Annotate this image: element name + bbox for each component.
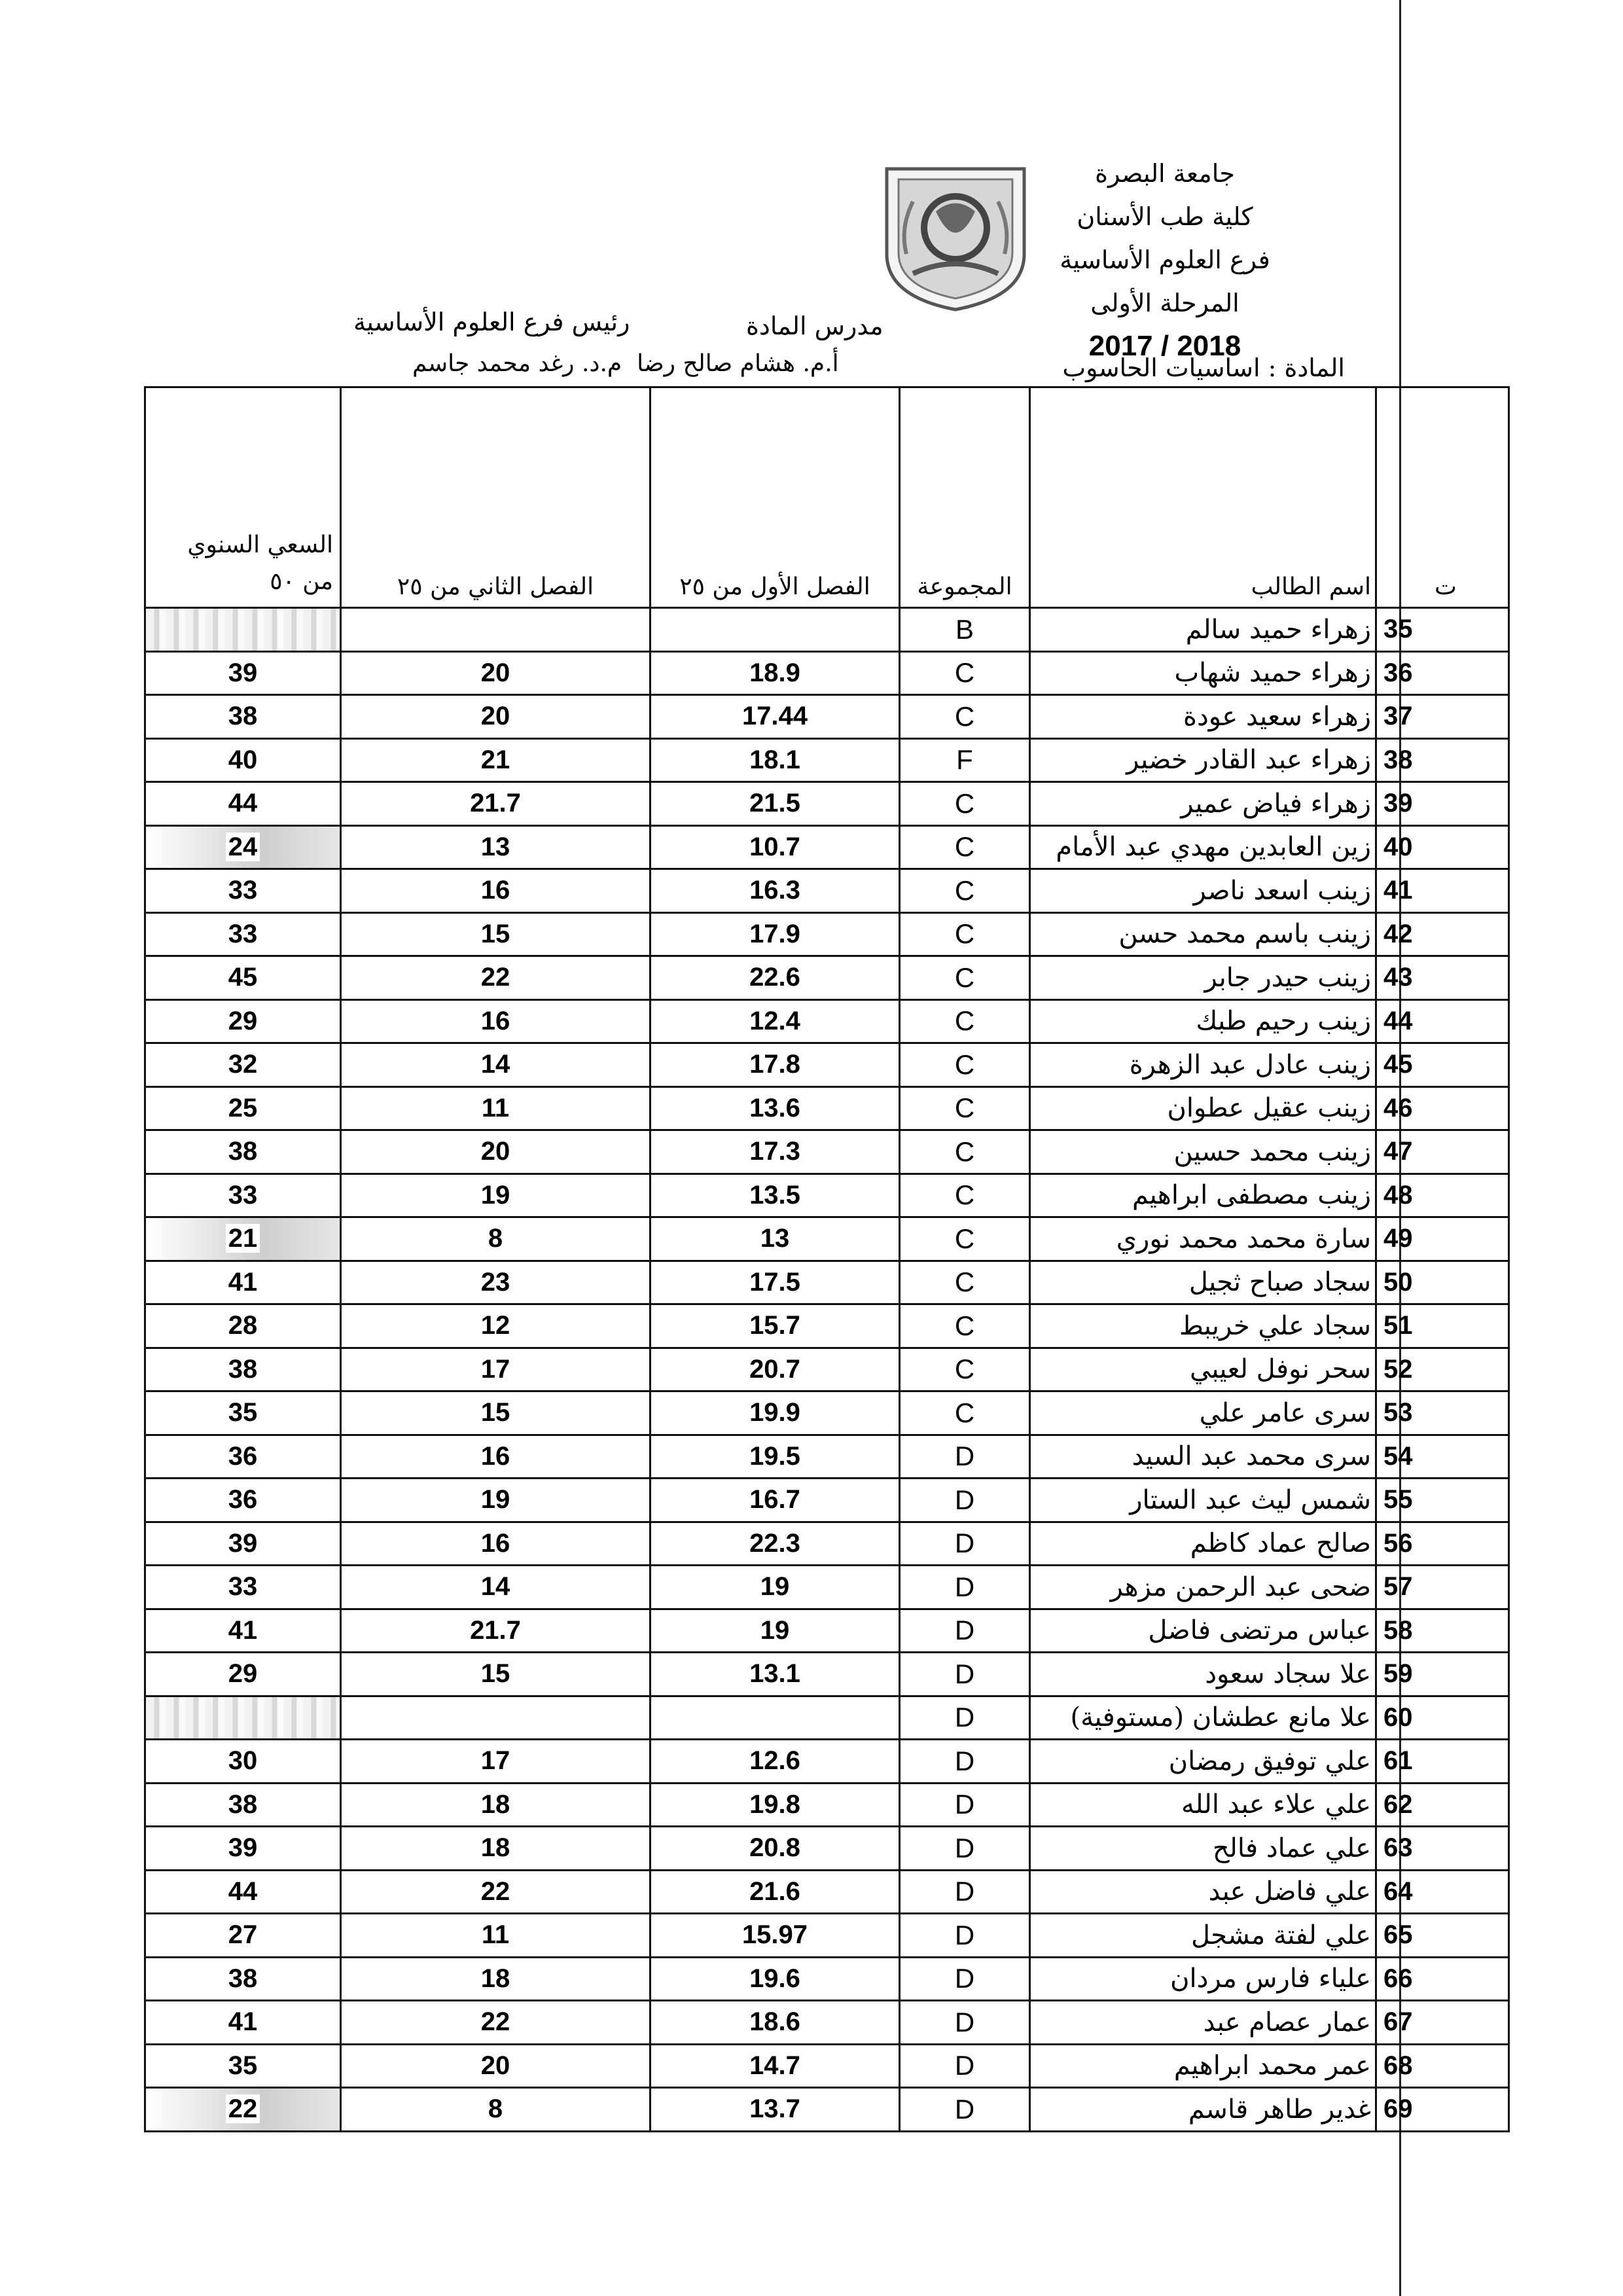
cell-student-name: ضحى عبد الرحمن مزهر [1030,1566,1376,1609]
cell-seq: 64 [1376,1870,1509,1914]
cell-yearly: 25 [145,1086,341,1130]
cell-student-name: علي توفيق رمضان [1030,1740,1376,1784]
table-row [145,2001,1509,2045]
cell-student-name: زين العابدين مهدي عبد الأمام [1030,825,1376,869]
university-name: جامعة البصرة [1095,159,1235,188]
cell-semester2: 17 [341,1740,651,1784]
cell-yearly [145,608,341,652]
cell-group: C [900,695,1030,739]
cell-semester1: 16.7 [651,1479,900,1522]
table-row [145,1479,1509,1522]
cell-semester2: 21.7 [341,1609,651,1653]
cell-seq: 47 [1376,1130,1509,1174]
table-row [145,1130,1509,1174]
cell-seq: 67 [1376,2001,1509,2045]
cell-semester1: 21.5 [651,782,900,826]
cell-group: D [900,1609,1030,1653]
cell-semester2: 16 [341,999,651,1043]
cell-yearly: 38 [145,695,341,739]
cell-yearly: 39 [145,651,341,695]
cell-group: F [900,738,1030,782]
teacher-name: أ.م. هشام صالح رضا [637,350,839,377]
cell-student-name: زينب باسم محمد حسن [1030,912,1376,956]
cell-student-name: علي علاء عبد الله [1030,1783,1376,1827]
cell-semester1 [651,608,900,652]
cell-semester2: 22 [341,1870,651,1914]
cell-student-name: سارة محمد محمد نوري [1030,1217,1376,1261]
cell-yearly-value: 21 [226,1224,260,1253]
cell-yearly: 32 [145,1043,341,1087]
cell-semester2 [341,1696,651,1740]
table-body [145,608,1509,2132]
cell-group: C [900,1304,1030,1348]
cell-group: C [900,1174,1030,1217]
cell-yearly: 44 [145,1870,341,1914]
cell-group: D [900,1783,1030,1827]
cell-seq: 51 [1376,1304,1509,1348]
cell-seq: 49 [1376,1217,1509,1261]
cell-seq: 56 [1376,1522,1509,1566]
cell-seq: 69 [1376,2088,1509,2132]
table-row [145,2044,1509,2088]
cell-seq: 43 [1376,956,1509,1000]
cell-seq: 62 [1376,1783,1509,1827]
cell-yearly: 40 [145,738,341,782]
cell-semester1: 19.5 [651,1435,900,1479]
cell-semester2: 15 [341,912,651,956]
cell-seq: 60 [1376,1696,1509,1740]
cell-semester1 [651,1696,900,1740]
branch-name: فرع العلوم الأساسية [1060,245,1270,274]
cell-yearly: 28 [145,1304,341,1348]
cell-semester2: 18 [341,1827,651,1871]
cell-semester2: 16 [341,869,651,913]
table-row [145,1261,1509,1304]
table-row [145,1391,1509,1435]
cell-student-name: زهراء سعيد عودة [1030,695,1376,739]
cell-yearly: 35 [145,2044,341,2088]
cell-group: C [900,869,1030,913]
cell-semester2: 15 [341,1653,651,1696]
cell-seq: 54 [1376,1435,1509,1479]
cell-group: C [900,1391,1030,1435]
cell-group: C [900,1217,1030,1261]
cell-semester1: 18.6 [651,2001,900,2045]
teacher-title: مدرس المادة [746,312,883,340]
cell-yearly: 29 [145,1653,341,1696]
cell-semester1: 19.9 [651,1391,900,1435]
cell-semester2: 23 [341,1261,651,1304]
cell-yearly: 30 [145,1740,341,1784]
cell-student-name: زينب مصطفى ابراهيم [1030,1174,1376,1217]
cell-seq: 36 [1376,651,1509,695]
cell-yearly: 44 [145,782,341,826]
cell-semester2: 15 [341,1391,651,1435]
cell-group: C [900,912,1030,956]
column-header-semester2: الفصل الثاني من ٢٥ [341,387,651,608]
table-row [145,1043,1509,1087]
cell-semester2: 22 [341,956,651,1000]
cell-seq: 46 [1376,1086,1509,1130]
academic-year: 2017 / 2018 [1088,330,1241,362]
cell-seq: 58 [1376,1609,1509,1653]
cell-semester2: 20 [341,651,651,695]
cell-yearly [145,825,341,869]
column-header-yearly-line1: السعي السنوي [187,531,333,558]
cell-semester1: 13 [651,1217,900,1261]
cell-student-name: زينب عادل عبد الزهرة [1030,1043,1376,1087]
table-row [145,1304,1509,1348]
cell-yearly: 38 [145,1130,341,1174]
cell-student-name: علي فاضل عبد [1030,1870,1376,1914]
cell-semester1: 17.44 [651,695,900,739]
cell-semester2: 8 [341,1217,651,1261]
cell-group: D [900,1479,1030,1522]
cell-seq: 35 [1376,608,1509,652]
cell-semester1: 17.8 [651,1043,900,1087]
table-row [145,1783,1509,1827]
table-row [145,782,1509,826]
cell-student-name: زينب اسعد ناصر [1030,869,1376,913]
cell-student-name: شمس ليث عبد الستار [1030,1479,1376,1522]
cell-semester2 [341,608,651,652]
cell-semester2: 20 [341,2044,651,2088]
cell-student-name: عمار عصام عبد [1030,2001,1376,2045]
cell-semester1: 22.6 [651,956,900,1000]
cell-semester2: 14 [341,1043,651,1087]
cell-yearly: 29 [145,999,341,1043]
cell-group: D [900,1827,1030,1871]
cell-semester2: 16 [341,1435,651,1479]
cell-seq: 37 [1376,695,1509,739]
table-row [145,869,1509,913]
cell-student-name: سحر نوفل لعيبي [1030,1348,1376,1391]
cell-group: C [900,1348,1030,1391]
cell-student-name: زهراء عبد القادر خضير [1030,738,1376,782]
cell-semester2: 19 [341,1174,651,1217]
cell-seq: 55 [1376,1479,1509,1522]
cell-student-name: عباس مرتضى فاضل [1030,1609,1376,1653]
cell-semester1: 18.1 [651,738,900,782]
cell-group: C [900,1043,1030,1087]
cell-semester2: 21.7 [341,782,651,826]
cell-student-name: غدير طاهر قاسم [1030,2088,1376,2132]
cell-group: D [900,1522,1030,1566]
table-row [145,1696,1509,1740]
table-row [145,651,1509,695]
cell-semester1: 19.8 [651,1783,900,1827]
cell-yearly: 41 [145,2001,341,2045]
cell-group: C [900,782,1030,826]
cell-semester1: 19 [651,1566,900,1609]
cell-seq: 66 [1376,1957,1509,2001]
table-row [145,1827,1509,1871]
cell-semester1: 15.97 [651,1914,900,1958]
cell-seq: 65 [1376,1914,1509,1958]
cell-semester1: 14.7 [651,2044,900,2088]
cell-seq: 61 [1376,1740,1509,1784]
cell-yearly-value: 22 [226,2094,260,2123]
cell-student-name: زينب رحيم طبك [1030,999,1376,1043]
cell-seq: 63 [1376,1827,1509,1871]
cell-seq: 53 [1376,1391,1509,1435]
cell-semester1: 17.3 [651,1130,900,1174]
cell-semester1: 22.3 [651,1522,900,1566]
cell-semester1: 12.6 [651,1740,900,1784]
table-row [145,1653,1509,1696]
cell-group: C [900,1261,1030,1304]
table-row [145,738,1509,782]
cell-seq: 45 [1376,1043,1509,1087]
table-row [145,999,1509,1043]
cell-yearly: 36 [145,1435,341,1479]
institution-header [1014,152,1315,368]
cell-semester1: 16.3 [651,869,900,913]
cell-seq: 38 [1376,738,1509,782]
column-header-group: المجموعة [900,387,1030,608]
cell-semester2: 18 [341,1783,651,1827]
cell-semester2: 18 [341,1957,651,2001]
cell-seq: 59 [1376,1653,1509,1696]
cell-yearly: 45 [145,956,341,1000]
cell-group: D [900,1870,1030,1914]
cell-group: C [900,825,1030,869]
table-row [145,1566,1509,1609]
cell-seq: 57 [1376,1566,1509,1609]
cell-student-name: علي عماد فالح [1030,1827,1376,1871]
cell-semester1: 19 [651,1609,900,1653]
grades-table [144,386,1510,2132]
table-row [145,608,1509,652]
cell-yearly: 39 [145,1827,341,1871]
cell-student-name: سرى عامر علي [1030,1391,1376,1435]
table-row [145,1609,1509,1653]
table-row [145,2088,1509,2132]
cell-seq: 52 [1376,1348,1509,1391]
cell-yearly: 41 [145,1609,341,1653]
cell-group: D [900,2044,1030,2088]
cell-group: D [900,1914,1030,1958]
cell-semester1: 13.7 [651,2088,900,2132]
cell-seq: 50 [1376,1261,1509,1304]
cell-student-name: صالح عماد كاظم [1030,1522,1376,1566]
table-row [145,825,1509,869]
cell-semester1: 12.4 [651,999,900,1043]
cell-yearly: 33 [145,1566,341,1609]
cell-yearly: 38 [145,1783,341,1827]
cell-group: D [900,1696,1030,1740]
table-row [145,1348,1509,1391]
cell-student-name: علياء فارس مردان [1030,1957,1376,2001]
cell-group: C [900,999,1030,1043]
cell-semester1: 13.1 [651,1653,900,1696]
cell-group: D [900,2001,1030,2045]
cell-group: C [900,1086,1030,1130]
cell-seq: 42 [1376,912,1509,956]
cell-semester1: 10.7 [651,825,900,869]
table-header-row [145,387,1509,608]
cell-group: D [900,1740,1030,1784]
cell-semester1: 17.5 [651,1261,900,1304]
cell-yearly [145,1696,341,1740]
signature-names [412,350,839,377]
cell-student-name: عمر محمد ابراهيم [1030,2044,1376,2088]
cell-semester2: 22 [341,2001,651,2045]
cell-semester2: 20 [341,695,651,739]
cell-semester2: 13 [341,825,651,869]
cell-student-name: سجاد صباح ثجيل [1030,1261,1376,1304]
department-head-name: م.د. رغد محمد جاسم [412,350,622,377]
cell-yearly: 36 [145,1479,341,1522]
column-header-seq: ت [1376,387,1509,608]
cell-yearly: 27 [145,1914,341,1958]
cell-semester2: 19 [341,1479,651,1522]
cell-semester1: 13.5 [651,1174,900,1217]
cell-group: D [900,1957,1030,2001]
cell-semester2: 20 [341,1130,651,1174]
cell-semester2: 14 [341,1566,651,1609]
cell-seq: 48 [1376,1174,1509,1217]
cell-semester1: 21.6 [651,1870,900,1914]
cell-yearly-value: 24 [226,833,260,861]
cell-semester2: 12 [341,1304,651,1348]
cell-seq: 41 [1376,869,1509,913]
table-row [145,1740,1509,1784]
cell-semester1: 20.7 [651,1348,900,1391]
table-row [145,1435,1509,1479]
cell-semester2: 11 [341,1086,651,1130]
department-head-title: رئيس فرع العلوم الأساسية [353,308,630,336]
cell-semester1: 13.6 [651,1086,900,1130]
cell-student-name: زهراء حميد شهاب [1030,651,1376,695]
cell-semester2: 17 [341,1348,651,1391]
cell-seq: 39 [1376,782,1509,826]
cell-group: C [900,956,1030,1000]
stage-name: المرحلة الأولى [1090,289,1240,317]
cell-semester1: 18.9 [651,651,900,695]
cell-student-name: علا سجاد سعود [1030,1653,1376,1696]
cell-group: B [900,608,1030,652]
cell-yearly: 35 [145,1391,341,1435]
cell-semester2: 21 [341,738,651,782]
table-row [145,1957,1509,2001]
table-row [145,1086,1509,1130]
cell-yearly: 33 [145,869,341,913]
cell-semester1: 15.7 [651,1304,900,1348]
university-logo-icon [874,156,1037,313]
cell-group: D [900,2088,1030,2132]
cell-group: C [900,1130,1030,1174]
column-header-yearly-line2: من ٥٠ [270,568,333,595]
cell-student-name: زينب حيدر جابر [1030,956,1376,1000]
cell-yearly: 33 [145,1174,341,1217]
column-header-yearly [145,387,341,608]
cell-yearly [145,2088,341,2132]
cell-student-name: علا مانع عطشان (مستوفية) [1030,1696,1376,1740]
table-row [145,695,1509,739]
table-row [145,1914,1509,1958]
cell-group: D [900,1566,1030,1609]
cell-student-name: سرى محمد عبد السيد [1030,1435,1376,1479]
cell-yearly: 38 [145,1348,341,1391]
table-row [145,912,1509,956]
cell-yearly [145,1217,341,1261]
table-row [145,956,1509,1000]
column-header-semester1: الفصل الأول من ٢٥ [651,387,900,608]
column-header-name: اسم الطالب [1030,387,1376,608]
cell-semester2: 11 [341,1914,651,1958]
cell-semester2: 8 [341,2088,651,2132]
cell-student-name: زينب عقيل عطوان [1030,1086,1376,1130]
cell-semester2: 16 [341,1522,651,1566]
cell-semester1: 20.8 [651,1827,900,1871]
cell-group: C [900,651,1030,695]
table-row [145,1174,1509,1217]
cell-seq: 44 [1376,999,1509,1043]
cell-student-name: زهراء فياض عمير [1030,782,1376,826]
table-row [145,1217,1509,1261]
cell-yearly: 38 [145,1957,341,2001]
cell-seq: 40 [1376,825,1509,869]
cell-semester1: 17.9 [651,912,900,956]
cell-student-name: سجاد علي خريبط [1030,1304,1376,1348]
college-name: كلية طب الأسنان [1077,202,1253,231]
cell-yearly: 39 [145,1522,341,1566]
cell-seq: 68 [1376,2044,1509,2088]
cell-student-name: زهراء حميد سالم [1030,608,1376,652]
cell-semester1: 19.6 [651,1957,900,2001]
table-row [145,1870,1509,1914]
table-row [145,1522,1509,1566]
cell-yearly: 33 [145,912,341,956]
cell-group: D [900,1435,1030,1479]
cell-student-name: علي لفتة مشجل [1030,1914,1376,1958]
cell-group: D [900,1653,1030,1696]
cell-yearly: 41 [145,1261,341,1304]
cell-student-name: زينب محمد حسين [1030,1130,1376,1174]
subject-title: المادة : اساسيات الحاسوب [1062,353,1345,382]
